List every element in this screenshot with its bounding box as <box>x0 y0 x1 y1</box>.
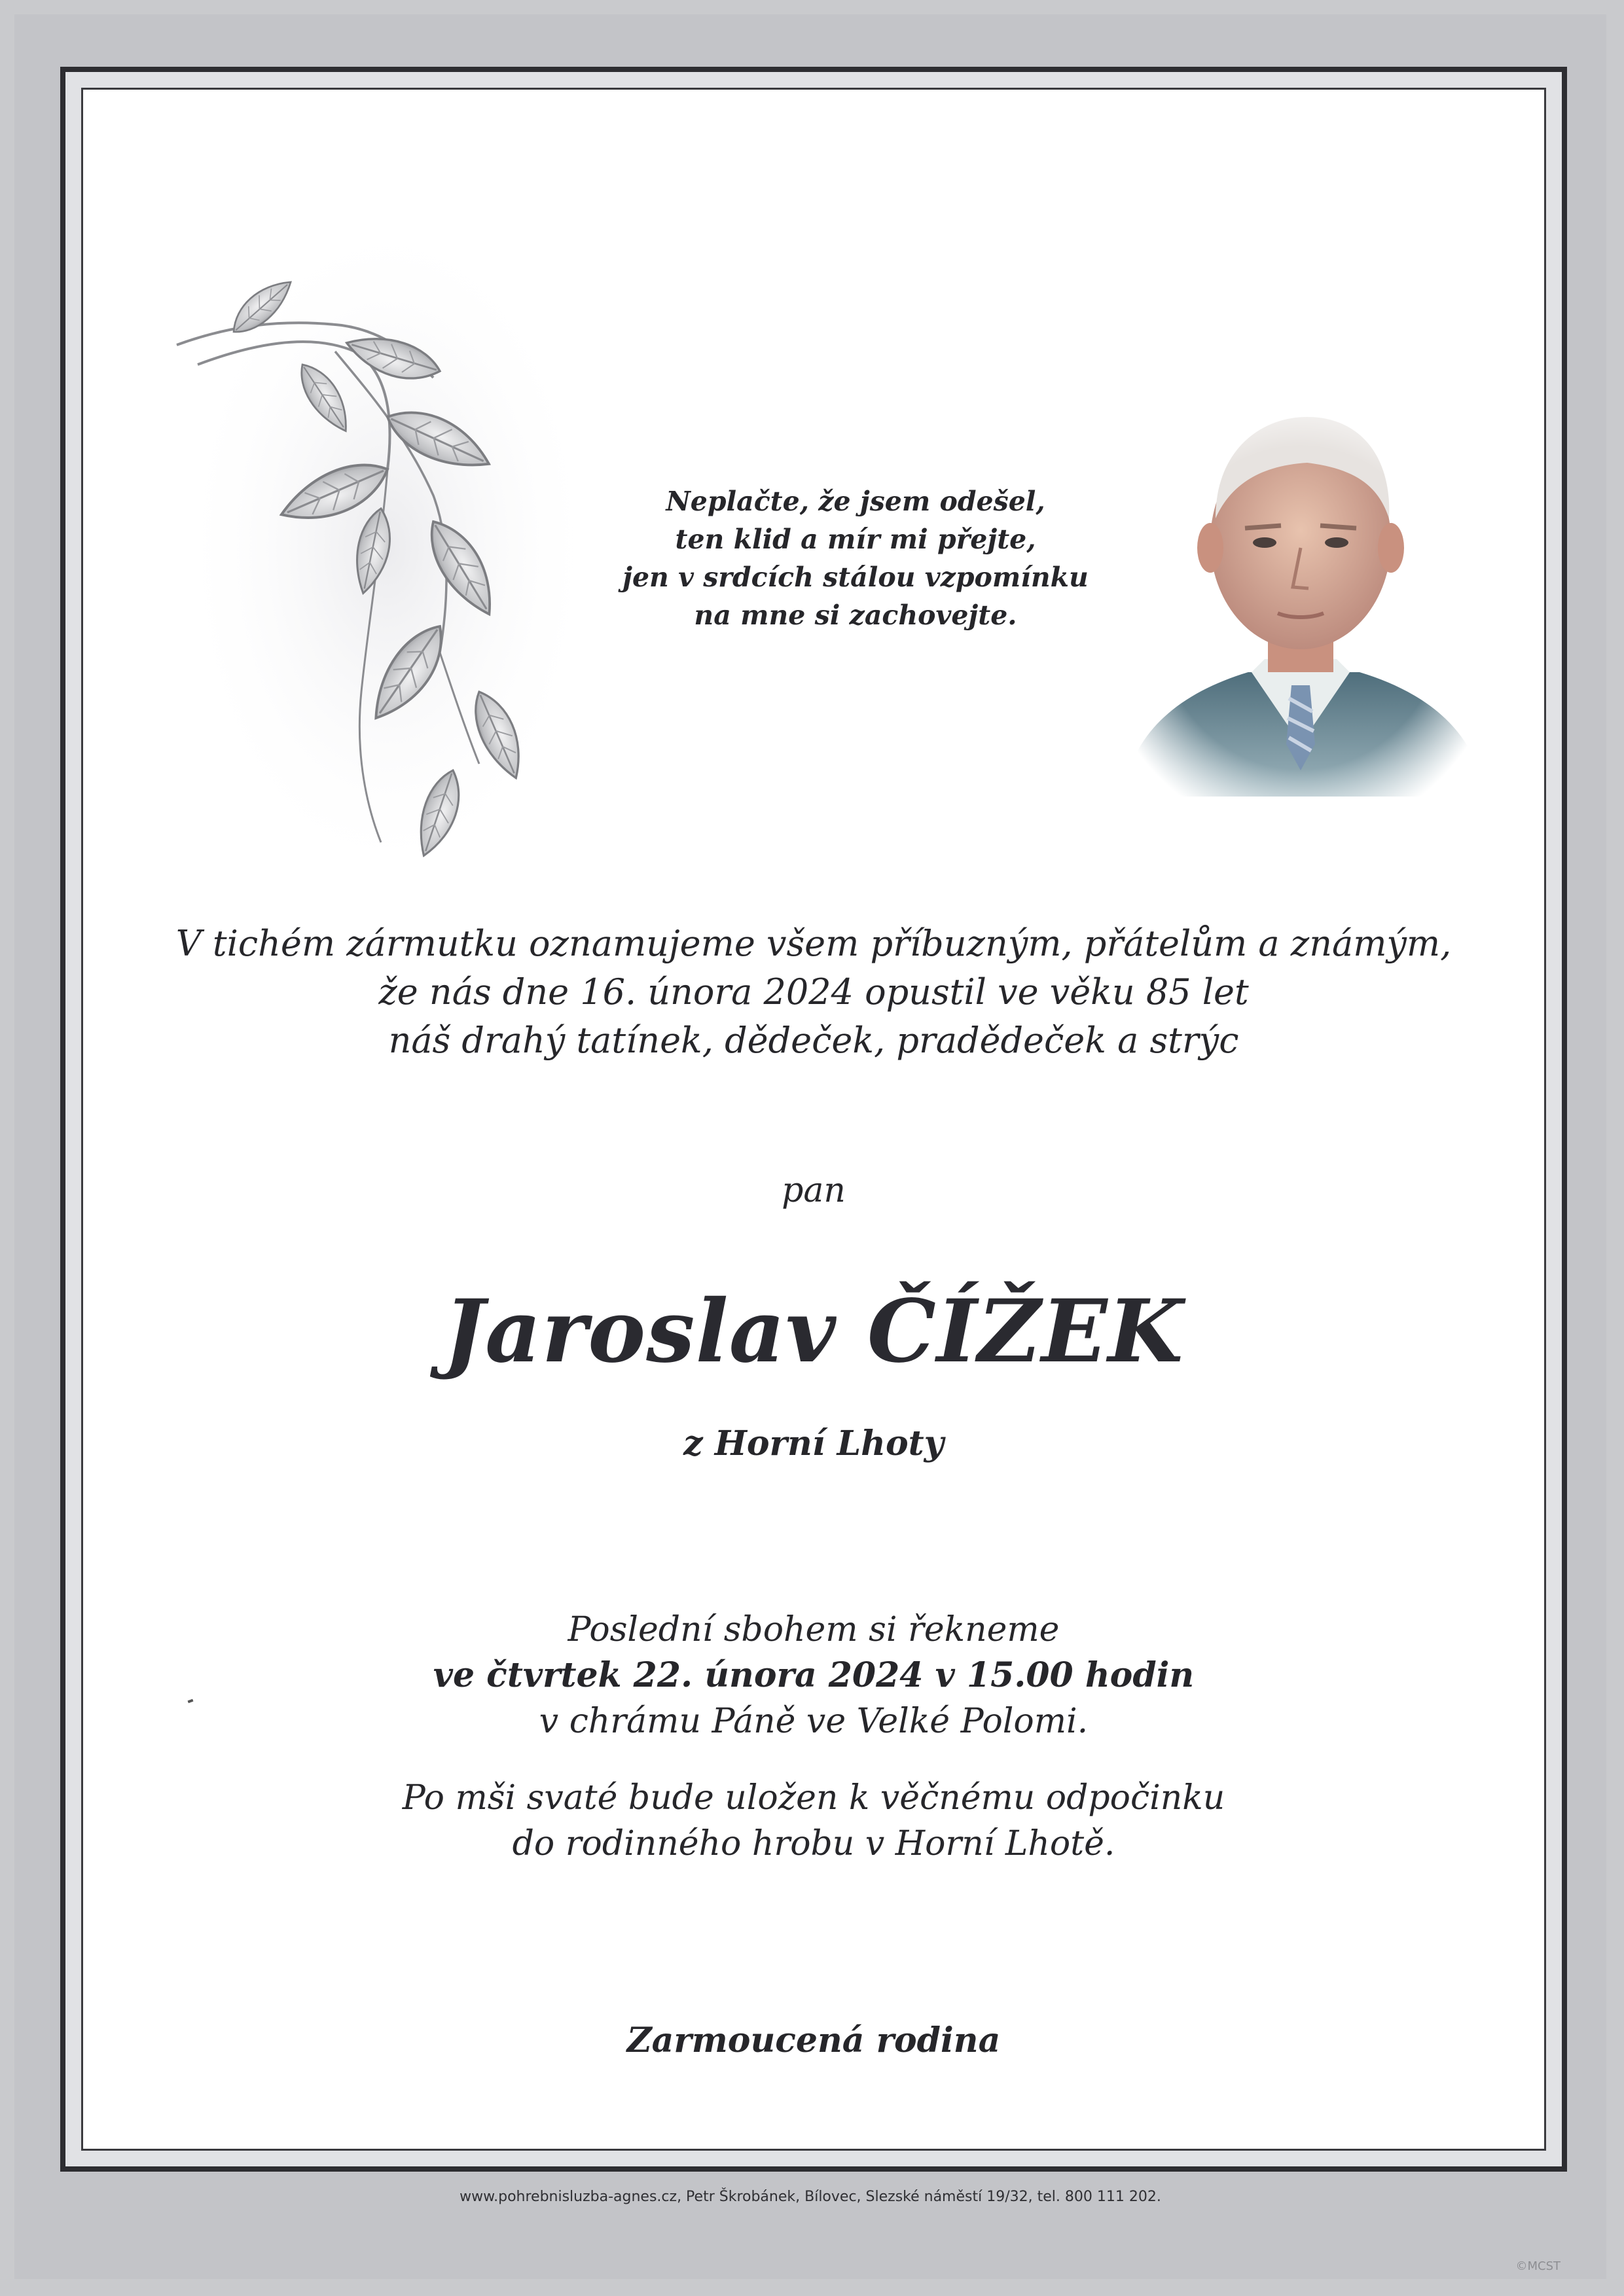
announcement-line: V tichém zármutku oznamujeme všem příbuzným, přátelům a známým, <box>175 923 1452 964</box>
quote-line: ten klid a mír mi přejte, <box>675 524 1036 555</box>
paper-sheet <box>14 14 1606 2279</box>
deceased-origin: z Horní Lhoty <box>683 1424 944 1463</box>
portrait-photo <box>1111 378 1490 797</box>
farewell-line: Poslední sbohem si řekneme <box>568 1610 1060 1649</box>
quote-line: na mne si zachovejte. <box>694 600 1017 631</box>
farewell-location: v chrámu Páně ve Velké Polomi. <box>539 1702 1089 1741</box>
deceased-name: Jaroslav ČÍŽEK <box>443 1281 1184 1382</box>
outer-frame <box>60 67 1567 2172</box>
funeral-service-footer: www.pohrebnisluzba-agnes.cz, Petr Škrobánek, Bílovec, Slezské náměstí 19/32, tel. 800 111 202. <box>460 2189 1161 2205</box>
farewell-details <box>83 1607 1544 1744</box>
farewell-date-time: ve čtvrtek 22. února 2024 v 15.00 hodin <box>433 1655 1195 1695</box>
quote-line: Neplačte, že jsem odešel, <box>666 486 1045 517</box>
burial-line: Po mši svaté bude uložen k věčnému odpočinku <box>402 1778 1225 1818</box>
burial-details <box>83 1775 1544 1867</box>
announcement-line: že nás dne 16. února 2024 opustil ve věku 85 let <box>378 971 1249 1013</box>
leaf-branch-decoration <box>171 221 630 921</box>
memorial-quote <box>620 482 1091 634</box>
quote-line: jen v srdcích stálou vzpomínku <box>623 562 1089 593</box>
copyright-mark: ©MCST <box>1515 2259 1561 2273</box>
burial-line: do rodinného hrobu v Horní Lhotě. <box>512 1824 1115 1863</box>
inner-frame <box>81 88 1546 2151</box>
salutation: pan <box>782 1171 846 1210</box>
announcement-line: náš drahý tatínek, dědeček, pradědeček a strýc <box>388 1020 1239 1061</box>
family-signature: Zarmoucená rodina <box>626 2020 1001 2060</box>
announcement-text <box>83 920 1544 1065</box>
